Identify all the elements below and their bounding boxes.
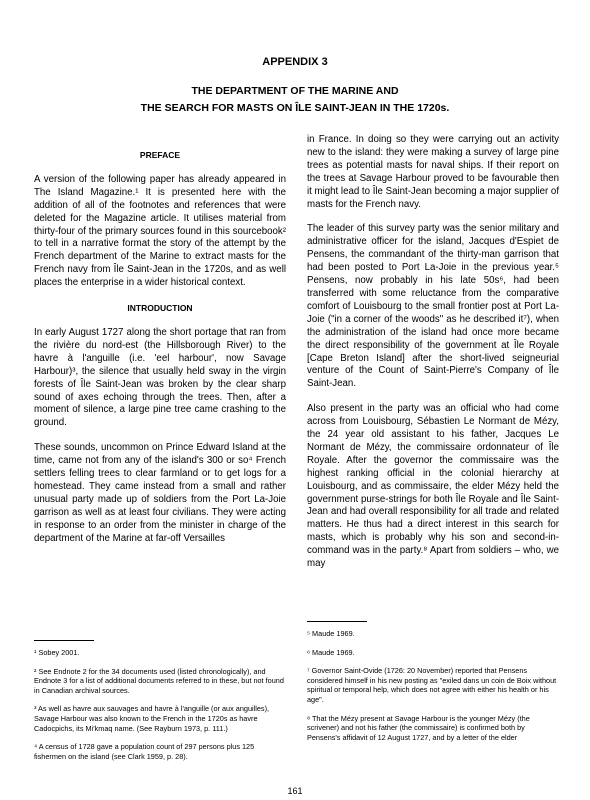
intro-paragraph-2: These sounds, uncommon on Prince Edward Island at the time, came not from any of the island's 300 or so⁴ French settlers felling trees to clear farmland or to get logs for a homestead. They came instead from a small and rather unusual party made up of soldiers from the Port La-Joie garrison as well as at least four civilians. They were acting in response to an order from the minister in charge of the department of the Marine at far-off Versailles	[34, 442, 286, 544]
footnotes-right	[307, 629, 559, 751]
footnote-2: ² See Endnote 2 for the 34 documents used (listed chronologically), and Endnote 3 for a list of additional documents referred to in these, but not found in Canadian archival sources.	[34, 666, 284, 695]
intro-paragraph-1: In early August 1727 along the short portage that ran from the rivière du nord-est (the Hillsborough River) to the havre à l'anguille (i.e. 'eel harbour', now Savage Harbour)³, the silence that usually held sway in the virgin forests of Île Saint-Jean was broken by the clear sharp sound of axes echoing through the trees. Then, after a moment of silence, a large pine tree came crashing to the ground.	[34, 326, 286, 429]
footnote-7: ⁷ Governor Saint-Ovide (1726: 20 November) reported that Pensens considered himself in his new posting as "exiled dans un coin de Boix without spiritual or temporal help, which does not agree with either his health or his age".	[307, 666, 557, 704]
footnote-rule-left	[34, 640, 94, 641]
title-line-2: THE SEARCH FOR MASTS ON ÎLE SAINT-JEAN IN THE 1720s.	[140, 102, 450, 114]
appendix-label: APPENDIX 3	[262, 56, 328, 68]
footnote-8: ⁸ That the Mézy present at Savage Harbour is the younger Mézy (the scrivener) and not his father (the commissaire) is confirmed both by Pensens's affidavit of 12 August 1727, and by a letter of the elder	[307, 713, 530, 742]
preface-heading: PREFACE	[139, 150, 181, 160]
preface-paragraph: A version of the following paper has already appeared in The Island Magazine.¹ It is presented here with the addition of all of the footnotes and references that were deleted for the Magazine article. It utilises material from thirty-four of the primary sources found in this sourcebook² to tell in a narrative format the story of the attempt by the French department of the Marine to extract masts for the French navy from Île Saint-Jean in the 1720s, and as well places the enterprise in a wider historical context.	[34, 173, 286, 289]
left-column	[34, 143, 286, 557]
right-column	[307, 134, 559, 583]
body-paragraph-continued: in France. In doing so they were carrying out an activity new to the island: they were making a survey of large pine trees as potential masts for naval ships. If their report on the trees at Savage Harbour proved to be favourable then it might lead to Île Saint-Jean becoming a major supplier of masts for the French navy.	[307, 134, 560, 210]
footnote-4: ⁴ A census of 1728 gave a population count of 297 persons plus 125 fishermen on the island (see Clark 1959, p. 28).	[34, 742, 255, 761]
footnotes-left	[34, 648, 286, 770]
footnote-3: ³ As well as havre aux sauvages and havre à l'anguille (or aux anguilles), Savage Harbour was also known to the French in the 1720s as havre Cadocpichs, its Mi'kmaq name. (See Rayburn 1973, p. 111.)	[34, 704, 270, 733]
footnote-1: ¹ Sobey 2001.	[34, 648, 80, 657]
introduction-heading: INTRODUCTION	[127, 303, 193, 314]
footnote-5: ⁵ Maude 1969.	[307, 629, 355, 638]
footnote-6: ⁶ Maude 1969.	[307, 647, 355, 657]
body-paragraph-mezy: Also present in the party was an official who had come across from Louisbourg, Sébastien Le Normant de Mézy, the 24 year old assistant to his father, Jacques Le Normant de Mézy, the commissaire ordonnateur of Île Royale. After the governor the commissaire was the highest ranking official in the colonial hierarchy at Louisbourg, and as commissaire, the elder Mézy held the government purse-strings for both Île Royale and Île Saint-Jean and had overall responsibility for all trade and related matters. He thus had a direct interest in this search for masts, which is probably why his son and second-in-command was in the party.⁸ Apart from soldiers – who, we may	[307, 403, 559, 570]
page-number: 161	[287, 786, 303, 796]
footnote-rule-right	[307, 621, 367, 622]
title-line-1: THE DEPARTMENT OF THE MARINE AND	[191, 85, 399, 97]
body-paragraph-pensens: The leader of this survey party was the senior military and administrative officer for the island, Jacques d'Espiet de Pensens, the commandant of the thirty-man garrison that had been posted to Port La-Joie in the previous year.⁵ Pensens, now probably in his late 50s⁶, had been transferred with some reluctance from the comparative comfort of Louisbourg to the small frontier post at Port La-Joie ("in a corner of the woods" as he described it⁷), when the administration of the island had once more became the direct responsibility of the government at Île Royale [Cape Breton Island] after the short-lived seigneurial venture of the Count of Saint-Pierre's Company of Île Saint-Jean.	[307, 223, 559, 390]
